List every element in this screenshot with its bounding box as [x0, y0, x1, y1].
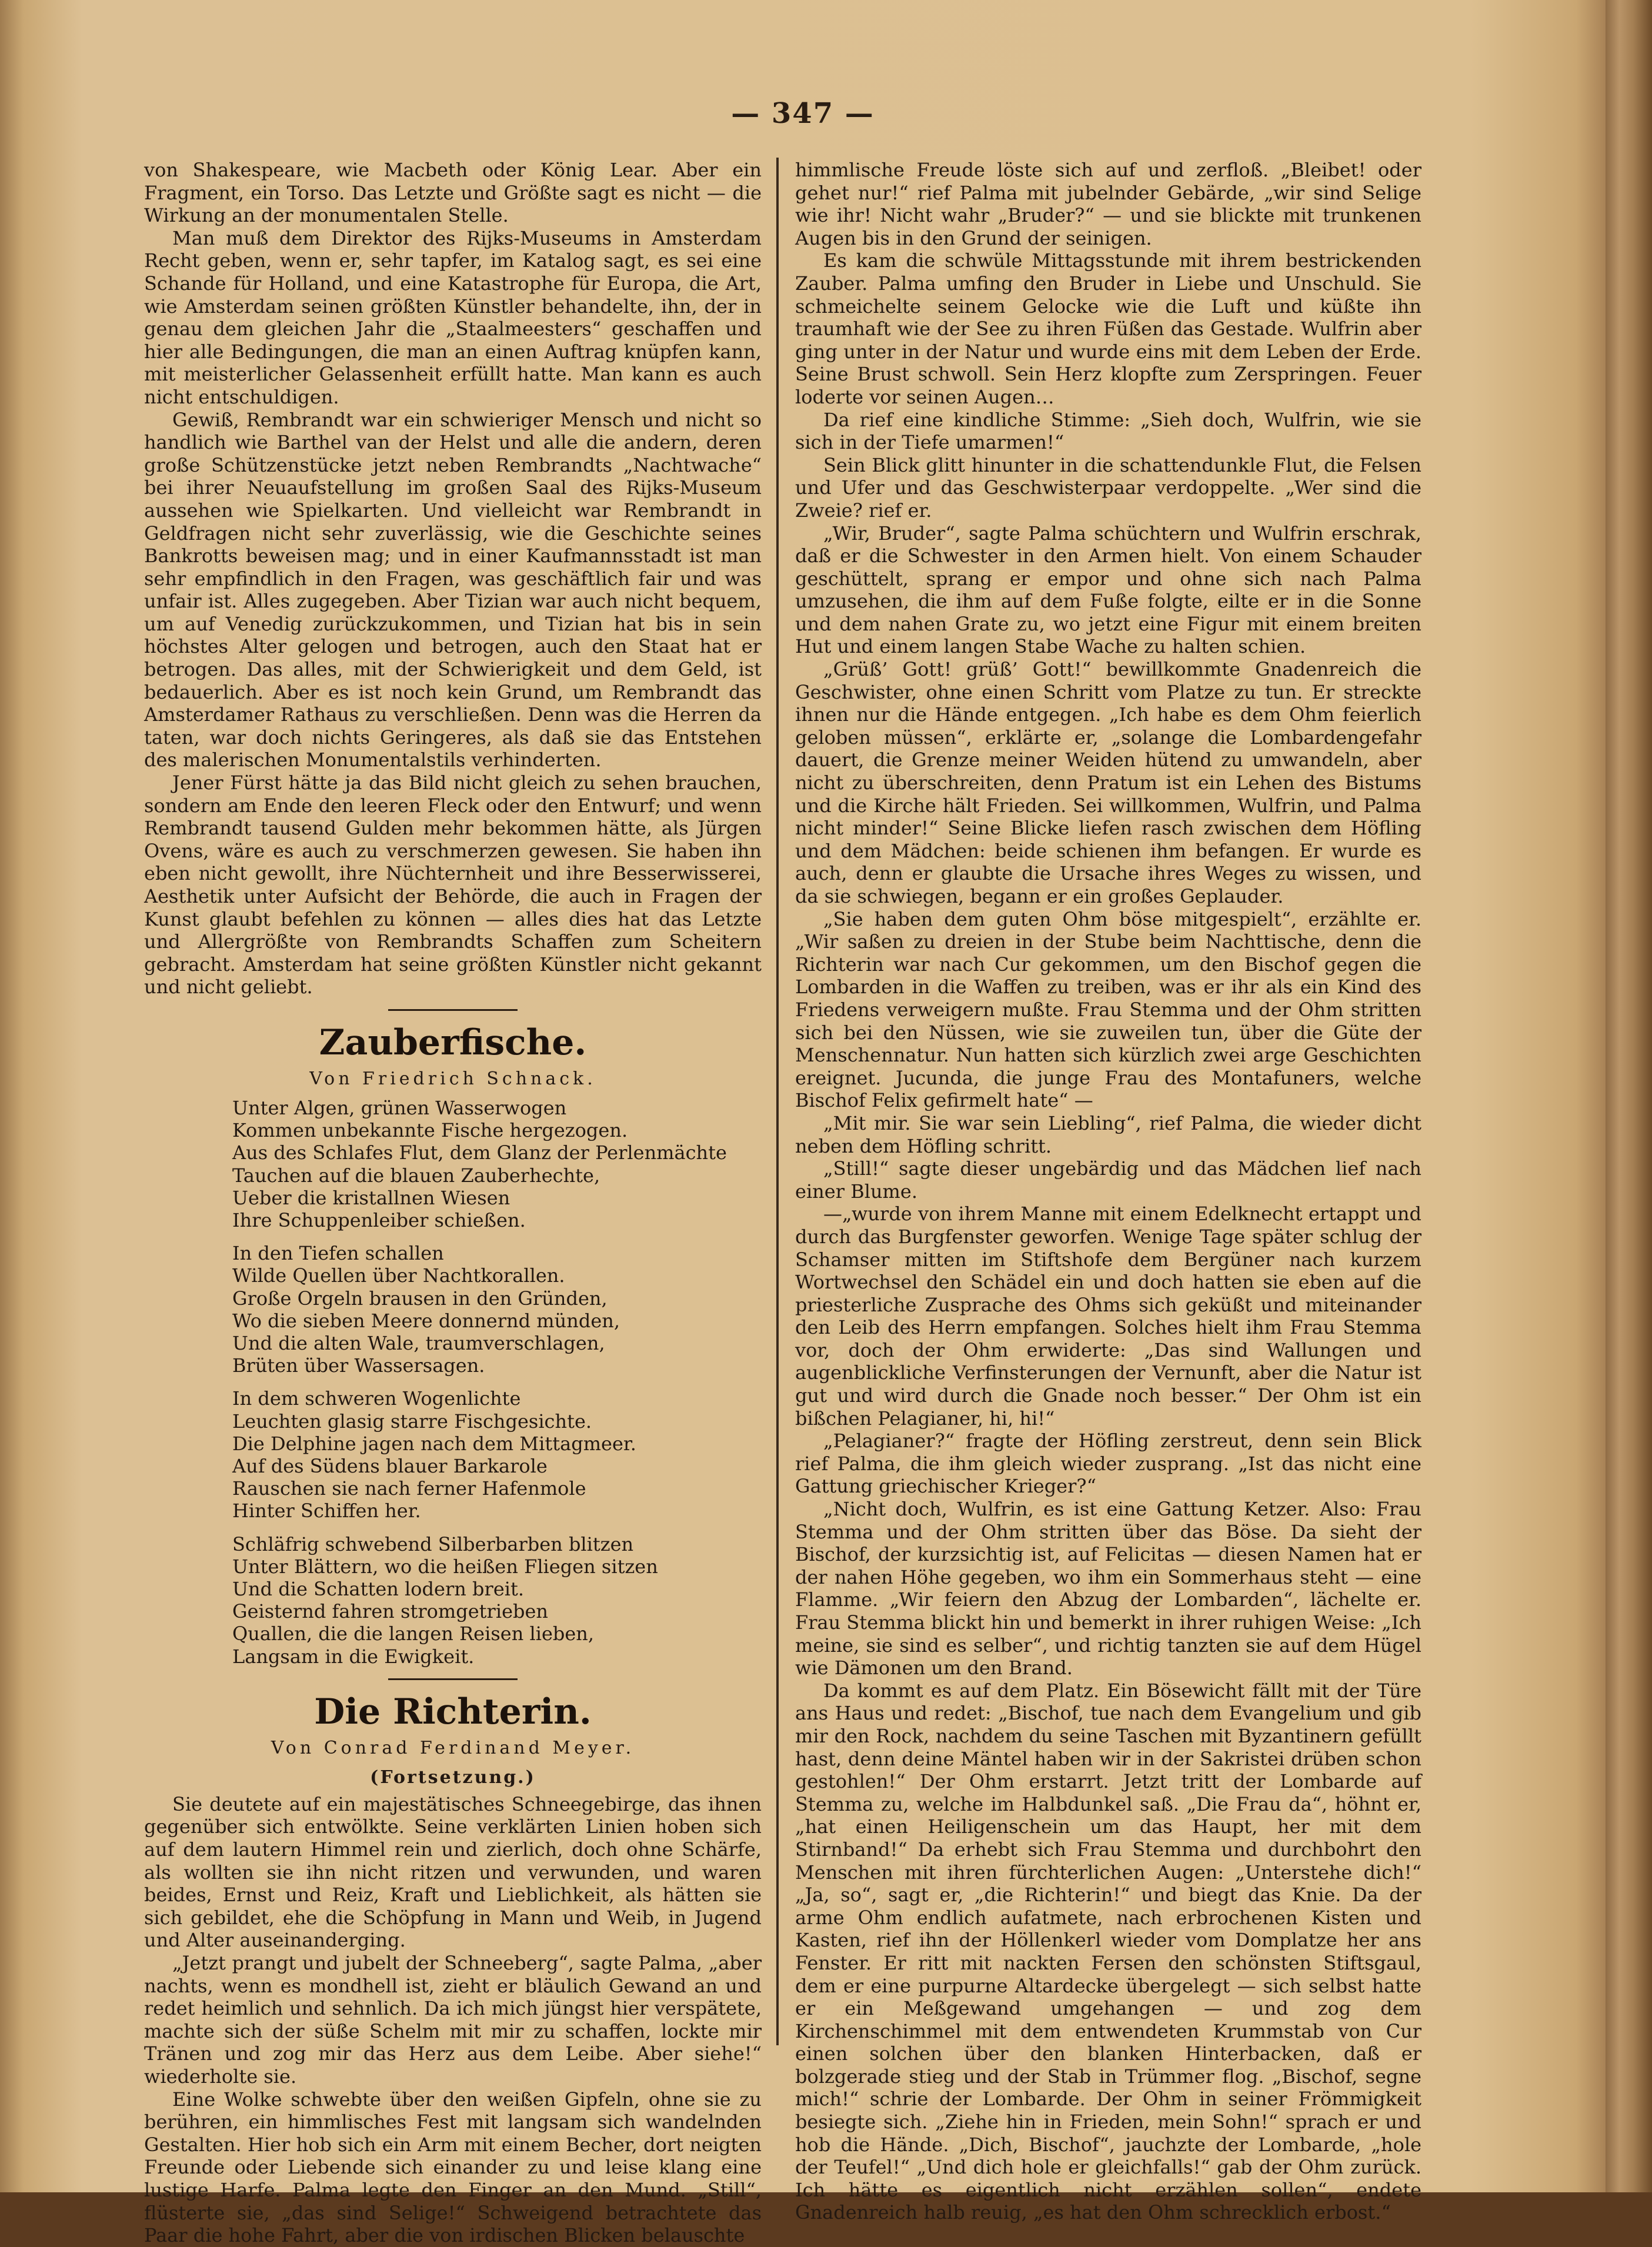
poem-line: Aus des Schlafes Flut, dem Glanz der Perlenmächte [232, 1141, 727, 1164]
poem-line: Unter Algen, grünen Wasserwogen [232, 1096, 567, 1119]
poem-line: Rauschen sie nach ferner Hafenmole [232, 1477, 586, 1500]
essay-paragraph: Jener Fürst hätte ja das Bild nicht gleich zu sehen brauchen, sondern am Ende den leeren Fleck oder den Entwurf; und wenn Rembrandt tausend Gulden mehr bekommen hätte, als Jürgen Ovens, wäre es auch zu verschmerzen gewesen. Sie haben ihn eben nicht gewollt, ihre Nüchternheit und ihre Besserwisserei, Aesthetik unter Aufsicht der Behörde, die auch in Fragen der Kunst glaubt befehlen zu können — alles dies hat das Letzte und Allergrößte von Rembrandts Schaffen zum Scheitern gebracht. Amsterdam hat seine größten Künstler nicht gekannt und nicht geliebt. [144, 772, 762, 999]
poem-line: In dem schweren Wogenlichte [232, 1387, 521, 1410]
story-paragraph: „Nicht doch, Wulfrin, es ist eine Gattung Ketzer. Also: Frau Stemma und der Ohm stritten über das Böse. Da sieht der Bischof, der kurzsichtig ist, auf Felicitas — diesen Namen hat er der nahen Höhe gegeben, wo ihm ein Sommerhaus steht — eine Flamme. „Wir feiern den Abzug der Lombarden“, lächelte er. Frau Stemma blickt hin und bemerkt in ihrer ruhigen Weise: „Ich meine, sie sind es selber“, und richtig tanzten sie auf dem Hügel wie Dämonen um den Brand. [795, 1498, 1421, 1680]
poem-line: Ueber die kristallnen Wiesen [232, 1186, 510, 1209]
story-paragraph: „Sie haben dem guten Ohm böse mitgespielt“, erzählte er. „Wir saßen zu dreien in der Stube beim Nachttische, denn die Richterin war nach Cur gekommen, um den Bischof gegen die Lombarden in die Waffen zu treiben, was er ihr als ein Kind des Friedens verweigern mußte. Frau Stemma und der Ohm stritten sich bei den Nüssen, wie sie zuweilen tun, über die Güte der Menschennatur. Nun hatten sich kürzlich zwei arge Geschichten ereignet. Jucunda, die junge Frau des Montafuners, welche Bischof Felix gefirmelt hate“ — [795, 907, 1421, 1112]
column-rule [776, 158, 779, 2045]
poem-line: Und die alten Wale, traumverschlagen, [232, 1332, 605, 1354]
poem-line: Quallen, die die langen Reisen lieben, [232, 1622, 595, 1645]
left-column [144, 159, 762, 2247]
story-paragraph: himmlische Freude löste sich auf und zerfloß. „Bleibet! oder gehet nur!“ rief Palma mit jubelnder Gebärde, „wir sind Selige wie ihr! Nicht wahr „Bruder?“ — und sie blickte mit trunkenen Augen bis in den Grund der seinigen. [795, 159, 1421, 249]
poem-line: Tauchen auf die blauen Zauberhechte, [232, 1164, 600, 1187]
poem-line: Langsam in die Ewigkeit. [232, 1645, 475, 1668]
essay-paragraph: Gewiß, Rembrandt war ein schwieriger Mensch und nicht so handlich wie Barthel van der Helst und alle die andern, deren große Schützenstücke jetzt neben Rembrandts „Nachtwache“ bei ihrer Neuaufstellung im großen Saal des Rijks-Museum aussehen wie Spielkarten. Und vielleicht war Rembrandt in Geldfragen nicht sehr zuverlässig, wie die Geschichte seines Bankrotts beweisen mag; und in einer Kaufmannsstadt ist man sehr empfindlich in den Fragen, was geschäftlich fair und was unfair ist. Alles zugegeben. Aber Tizian war auch nicht bequem, um auf Venedig zurückzukommen, und Tizian hat bis in sein höchstes Alter gelogen und betrogen, auch den Staat hat er betrogen. Das alles, mit der Schwierigkeit und dem Geld, ist bedauerlich. Aber es ist noch kein Grund, um Rembrandt das Amsterdamer Rathaus zu verschließen. Denn was die Herren da taten, war doch nichts Geringeres, als daß sie das Entstehen des malerischen Monumentalstils verhinderten. [144, 408, 762, 772]
poem-line: Wo die sieben Meere donnernd münden, [232, 1309, 620, 1332]
story-paragraph: „Pelagianer?“ fragte der Höfling zerstreut, denn sein Blick rief Palma, die ihm gleich wieder zusprang. „Ist das nicht eine Gattung griechischer Krieger?“ [795, 1430, 1421, 1498]
story-continuation-note: (Fortsetzung.) [370, 1767, 536, 1788]
poem-line: Hinter Schiffen her. [232, 1500, 421, 1523]
poem-line: Große Orgeln brausen in den Gründen, [232, 1287, 608, 1310]
poem-section [144, 1021, 762, 1668]
poem-line: In den Tiefen schallen [232, 1242, 444, 1265]
poem-stanza [232, 1242, 762, 1377]
story-paragraph: —„wurde von ihrem Manne mit einem Edelknecht ertappt und durch das Burgfenster geworfen. Wenige Tage später schlug der Schamser mitten im Stiftshofe dem Bergüner nach kurzem Wortwechsel den Schädel ein und doch hatten sie eben auf die priesterliche Zusprache des Ohms sich geküßt und miteinander den Leib des Herrn empfangen. Solches hielt ihm Frau Stemma vor, doch der Ohm erwiderte: „Das sind Wallungen und augenblickliche Verfinsterungen der Vernunft, aber die Natur ist gut und wird durch die Gnade noch besser.“ Der Ohm ist ein bißchen Pelagianer, hi, hi!“ [795, 1203, 1421, 1430]
poem-title: Zauberfische. [319, 1021, 587, 1063]
poem-line: Wilde Quellen über Nachtkorallen. [232, 1264, 565, 1287]
story-title: Die Richterin. [314, 1691, 592, 1732]
poem-line: Unter Blättern, wo die heißen Fliegen sitzen [232, 1555, 658, 1578]
story-paragraph: „Grüß’ Gott! grüß’ Gott!“ bewillkommte Gnadenreich die Geschwister, ohne einen Schritt vom Platze zu tun. Er streckte ihnen nur die Hände entgegen. „Ich habe es dem Ohm feierlich geloben müssen“, erklärte er, „solange die Lombardengefahr dauert, die Grenze meiner Weiden hütend zu umwandeln, aber nicht zu überschreiten, denn Pratum ist ein Lehen des Bistums und die Kirche hält Frieden. Sei willkommen, Wulfrin, und Palma nicht minder!“ Seine Blicke liefen rasch zwischen dem Höfling und dem Mädchen: beide schienen ihm befangen. Er wurde es auch, denn er glaubte die Ursache ihres Weges zu wissen, und da sie schwiegen, begann er ein großes Geplauder. [795, 658, 1421, 907]
section-divider [388, 1009, 518, 1011]
page-number: — 347 — [731, 97, 875, 130]
page-edge [1606, 0, 1652, 2192]
poem-line: Schläfrig schwebend Silberbarben blitzen [232, 1532, 634, 1555]
poem-stanza [232, 1533, 762, 1668]
story-paragraph: Da rief eine kindliche Stimme: „Sieh doch, Wulfrin, wie sie sich in der Tiefe umarmen!“ [795, 408, 1421, 454]
essay-paragraph: von Shakespeare, wie Macbeth oder König Lear. Aber ein Fragment, ein Torso. Das Letzte und Größte sagt es nicht — die Wirkung an der monumentalen Stelle. [144, 159, 762, 227]
story-paragraph: Eine Wolke schwebte über den weißen Gipfeln, ohne sie zu berühren, ein himmlisches Fest mit langsam sich wandelnden Gestalten. Hier hob sich ein Arm mit einem Becher, dort neigten Freunde oder Liebende sich einander zu und leise klang eine lustige Harfe. Palma legte den Finger an den Mund. „Still“, flüsterte sie, „das sind Selige!“ Schweigend betrachtete das Paar die hohe Fahrt, aber die von irdischen Blicken belauschte [144, 2088, 762, 2247]
poem-line: Ihre Schuppenleiber schießen. [232, 1208, 526, 1231]
story-byline: Von Conrad Ferdinand Meyer. [271, 1737, 635, 1758]
right-column [795, 159, 1421, 2224]
poem-stanza [232, 1387, 762, 1522]
poem-line: Die Delphine jagen nach dem Mittagmeer. [232, 1432, 636, 1455]
story-section [144, 1691, 762, 2247]
story-paragraph: „Mit mir. Sie war sein Liebling“, rief Palma, die wieder dicht neben dem Höfling schritt. [795, 1111, 1421, 1157]
poem-line: Und die Schatten lodern breit. [232, 1578, 525, 1601]
poem-byline: Von Friedrich Schnack. [309, 1068, 596, 1089]
story-paragraph: Sie deutete auf ein majestätisches Schneegebirge, das ihnen gegenüber sich entwölkte. Seine verklärten Linien hoben sich auf dem lautern Himmel rein und zierlich, doch ohne Schärfe, als wollten sie ihn nicht ritzen und verwunden, und waren beides, Ernst und Reiz, Kraft und Lieblichkeit, als hätten sie sich gebildet, ehe die Schöpfung in Mann und Weib, in Jugend und Alter auseinanderging. [144, 1792, 762, 1952]
essay-section [144, 159, 762, 999]
story-paragraph: „Wir, Bruder“, sagte Palma schüchtern und Wulfrin erschrak, daß er die Schwester in den Armen hielt. Von einem Schauder geschüttelt, sprang er empor und ohne sich nach Palma umzusehen, die ihm auf dem Fuße folgte, eilte er in die Sonne und dem nahen Grate zu, wo jetzt eine Figur mit einem breiten Hut und einem langen Stabe Wache zu halten schien. [795, 522, 1421, 658]
section-divider [388, 1678, 518, 1680]
story-paragraph: Sein Blick glitt hinunter in die schattendunkle Flut, die Felsen und Ufer und das Geschwisterpaar verdoppelte. „Wer sind die Zweie? rief er. [795, 453, 1421, 522]
story-paragraph: Da kommt es auf dem Platz. Ein Bösewicht fällt mit der Türe ans Haus und redet: „Bischof, tue nach dem Evangelium und gib mir den Rock, nachdem du seine Taschen mit Byzantinern gefüllt hast, denn deine Mäntel haben wir in der Sakristei drüben schon gestohlen!“ Der Ohm erstarrt. Jetzt tritt der Lombarde auf Stemma zu, welche im Halbdunkel saß. „Die Frau da“, höhnt er, „hat einen Heiligenschein um das Haupt, her mit dem Stirnband!“ Da erhebt sich Frau Stemma und durchbohrt den Menschen mit ihren fürchterlichen Augen: „Unterstehe dich!“ „Ja, so“, sagt er, „die Richterin!“ und biegt das Knie. Da der arme Ohm endlich aufatmete, nach erbrochenen Kisten und Kasten, rief ihn der Höllenkerl wieder vom Domplatze her ans Fenster. Er ritt mit nackten Fersen den schönsten Stiftsgaul, dem er eine purpurne Altardecke übergelegt — sich selbst hatte er ein Meßgewand umgehangen — und zog dem Kirchenschimmel mit dem entwendeten Krummstab von Cur einen solchen über den blanken Hinterbacken, daß er bolzgerade stieg und der Stab in Trümmer flog. „Bischof, segne mich!“ schrie der Lombarde. Der Ohm in seiner Frömmigkeit besiegte sich. „Ziehe hin in Frieden, mein Sohn!“ sprach er und hob die Hände. „Dich, Bischof“, jauchzte der Lombarde, „hole der Teufel!“ „Und dich hole er gleichfalls!“ gab der Ohm zurück. Ich hätte es eigentlich nicht erzählen sollen“, endete Gnadenreich halb reuig, „es hat den Ohm schrecklich erbost.“ [795, 1679, 1421, 2224]
story-paragraph: „Jetzt prangt und jubelt der Schneeberg“, sagte Palma, „aber nachts, wenn es mondhell ist, zieht er bläulich Gewand an und redet heimlich und sehnlich. Da ich mich jüngst hier verspätete, machte sich der süße Schelm mit mir zu schaffen, lockte mir Tränen und zog mir das Herz aus dem Leibe. Aber siehe!“ wiederholte sie. [144, 1952, 762, 2088]
poem-line: Geisternd fahren stromgetrieben [232, 1600, 549, 1623]
poem-line: Auf des Südens blauer Barkarole [232, 1455, 548, 1478]
poem-line: Kommen unbekannte Fische hergezogen. [232, 1119, 628, 1142]
story-paragraph: „Still!“ sagte dieser ungebärdig und das Mädchen lief nach einer Blume. [795, 1157, 1421, 1203]
poem-line: Leuchten glasig starre Fischgesichte. [232, 1410, 592, 1433]
story-paragraph: Es kam die schwüle Mittagsstunde mit ihrem bestrickenden Zauber. Palma umfing den Bruder in Liebe und Unschuld. Sie schmeichelte seinem Gelocke wie die Luft und küßte ihn traumhaft wie der See zu ihren Füßen das Gestade. Wulfrin aber ging unter in der Natur und wurde eins mit dem Leben der Erde. Seine Brust schwoll. Sein Herz klopfte zum Zerspringen. Feuer loderte vor seinen Augen… [795, 249, 1421, 408]
essay-paragraph: Man muß dem Direktor des Rijks-Museums in Amsterdam Recht geben, wenn er, sehr tapfer, im Katalog sagt, es sei eine Schande für Holland, und eine Katastrophe für Europa, die Art, wie Amsterdam seinen größten Künstler behandelte, ihn, der in genau dem gleichen Jahr die „Staalmeesters“ geschaffen und hier alle Bedingungen, die man an einen Auftrag knüpfen kann, mit meisterlicher Gelassenheit erfüllt hatte. Man kann es auch nicht entschuldigen. [144, 226, 762, 408]
poem-line: Brüten über Wassersagen. [232, 1354, 485, 1377]
poem-stanza [232, 1097, 762, 1231]
